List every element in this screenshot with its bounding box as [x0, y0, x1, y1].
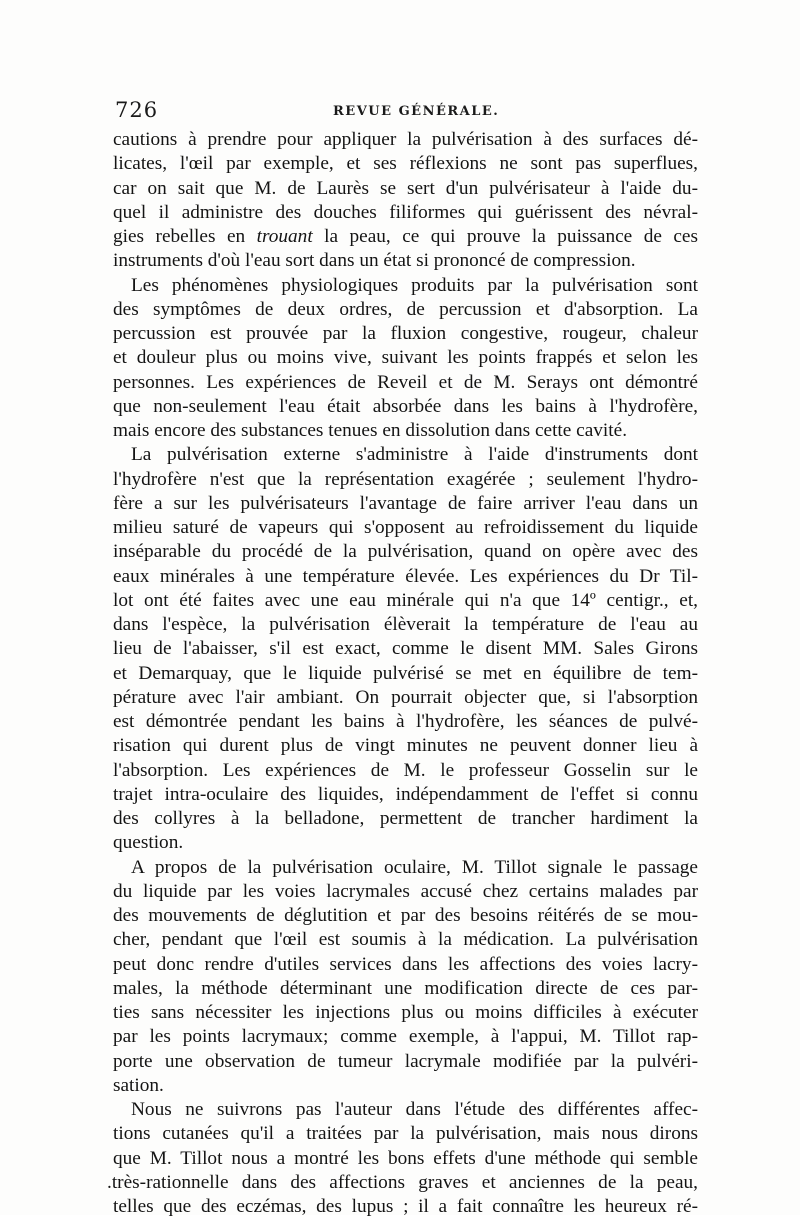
text-line: Nous ne suivrons pas l'auteur dans l'étude des différentes affec-	[131, 1099, 698, 1120]
text-line: des mouvements de déglutition et par des besoins réitérés de se mou-	[113, 905, 698, 926]
text-line: sation.	[113, 1074, 164, 1096]
text-line: dans l'espèce, la pulvérisation élèverait la température de l'eau au	[113, 614, 698, 635]
text-line: ties sans nécessiter les injections plus ou moins difficiles à exécuter	[113, 1002, 698, 1023]
text-line: instruments d'où l'eau sort dans un état si prononcé de compression.	[113, 250, 636, 272]
text-line: A propos de la pulvérisation oculaire, M. Tillot signale le passage	[131, 856, 698, 878]
text-line: milieu saturé de vapeurs qui s'opposent au refroidissement du liquide	[113, 517, 698, 538]
text-line: l'absorption. Les expériences de M. le professeur Gosselin sur le	[113, 759, 698, 781]
text-line: porte une observation de tumeur lacrymale modifiée par la pulvéri-	[113, 1050, 698, 1072]
running-title: REVUE GÉNÉRALE.	[333, 104, 500, 119]
text-line: .très-rationnelle dans des affections graves et anciennes de la peau,	[107, 1171, 698, 1193]
text-line: que M. Tillot nous a montré les bons effets d'une méthode qui semble	[113, 1147, 698, 1169]
text-segment: la peau, ce qui prouve la puissance de ces	[312, 226, 698, 247]
text-line: pérature avec l'air ambiant. On pourrait objecter que, si l'absorption	[113, 686, 698, 708]
text-line: peut donc rendre d'utiles services dans les affections des voies lacry-	[113, 953, 698, 975]
body-text	[107, 128, 698, 1219]
text-line: et douleur plus ou moins vive, suivant les points frappés et selon les	[113, 347, 698, 369]
text-line: que non-seulement l'eau était absorbée dans les bains à l'hydrofère,	[113, 395, 698, 417]
text-line: des collyres à la belladone, permettent de trancher hardiment la	[113, 808, 698, 829]
text-line: lot ont été faites avec une eau minérale qui n'a que 14º centigr., et,	[113, 589, 698, 611]
text-line: La pulvérisation externe s'administre à l'aide d'instruments dont	[131, 444, 698, 466]
text-line: eaux minérales à une température élevée. Les expériences du Dr Til-	[113, 565, 698, 587]
text-line: licates, l'œil par exemple, et ses réflexions ne sont pas superflues,	[113, 153, 698, 175]
text-line: quel il administre des douches filiformes qui guérissent des névral-	[113, 201, 698, 223]
text-line: telles que des eczémas, des lupus ; il a fait connaître les heureux ré-	[113, 1196, 698, 1217]
text-line: car on sait que M. de Laurès se sert d'un pulvérisateur à l'aide du-	[113, 177, 698, 199]
text-line: cautions à prendre pour appliquer la pulvérisation à des surfaces dé-	[113, 129, 698, 150]
text-line: par les points lacrymaux; comme exemple, à l'appui, M. Tillot rap-	[113, 1026, 698, 1048]
text-line: mais encore des substances tenues en dissolution dans cette cavité.	[113, 420, 628, 441]
text-line	[113, 225, 698, 249]
text-line: l'hydrofère n'est que la représentation exagérée ; seulement l'hydro-	[113, 468, 698, 490]
text-line: du liquide par les voies lacrymales accusé chez certains malades par	[113, 880, 698, 902]
text-line: Les phénomènes physiologiques produits par la pulvérisation sont	[131, 274, 698, 296]
text-line: personnes. Les expériences de Reveil et de M. Serays ont démontré	[113, 371, 698, 393]
text-line: trajet intra-oculaire des liquides, indépendamment de l'effet si connu	[113, 783, 698, 805]
text-line: lieu de l'abaisser, s'il est exact, comme le disent MM. Sales Girons	[113, 638, 698, 660]
text-line: inséparable du procédé de la pulvérisation, quand on opère avec des	[113, 541, 698, 563]
text-line: cher, pendant que l'œil est soumis à la médication. La pulvérisation	[113, 929, 698, 951]
text-line: tions cutanées qu'il a traitées par la pulvérisation, mais nous dirons	[113, 1123, 698, 1145]
text-line: et Demarquay, que le liquide pulvérisé se met en équilibre de tem-	[113, 662, 698, 684]
text-line: des symptômes de deux ordres, de percussion et d'absorption. La	[113, 298, 698, 320]
page-header	[115, 98, 695, 124]
text-line: males, la méthode déterminant une modification directe de ces par-	[113, 977, 698, 999]
text-segment: gies rebelles en	[113, 226, 257, 247]
text-line: question.	[113, 832, 184, 854]
italic-word: trouant	[256, 226, 313, 247]
text-line: est démontrée pendant les bains à l'hydrofère, les séances de pulvé-	[113, 711, 698, 732]
text-line: risation qui durent plus de vingt minutes ne peuvent donner lieu à	[113, 735, 698, 757]
text-line: percussion est prouvée par la fluxion congestive, rougeur, chaleur	[113, 323, 698, 344]
page-number: 726	[115, 98, 159, 122]
text-line: fère a sur les pulvérisateurs l'avantage de faire arriver l'eau dans un	[113, 492, 698, 514]
